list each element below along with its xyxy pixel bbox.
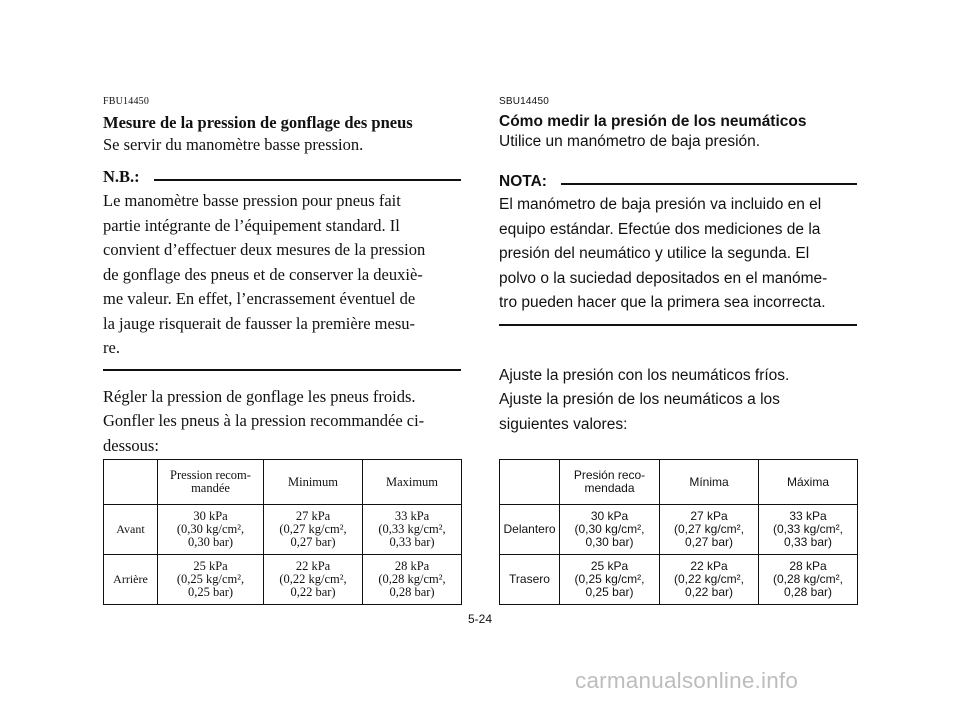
table-row [500, 505, 858, 555]
note-line: presión del neumático y utilice la segunda. El [499, 245, 810, 262]
cell-maximum: 33 kPa (0,33 kg/cm², 0,33 bar) [759, 505, 858, 555]
note-line: tro pueden hacer que la primera sea incorrecta. [499, 294, 826, 311]
section-heading: Cómo medir la presión de los neumáticos [499, 113, 807, 130]
instruction-line: Régler la pression de gonflage les pneus froids. [103, 386, 416, 406]
watermark: carmanualsonline.info [575, 668, 799, 693]
instruction-text [499, 364, 857, 438]
note-line: polvo o la suciedad depositados en el manóme- [499, 269, 828, 287]
header-recommended: Presión reco- mendada [560, 460, 660, 505]
row-label-front: Avant [104, 505, 158, 555]
note-line: de gonflage des pneus et de conserver la deuxiè- [103, 264, 423, 284]
section-intro: Se servir du manomètre basse pression. [103, 135, 364, 154]
note-line: me valeur. En effet, l’encrassement éventuel de [103, 289, 416, 308]
section-code: FBU14450 [103, 96, 150, 107]
note-label: NOTA: [499, 173, 547, 190]
note-line: equipo estándar. Efectúe dos mediciones de la [499, 220, 821, 238]
instruction-line: Ajuste la presión de los neumáticos a los [499, 391, 780, 408]
note-top-rule [561, 183, 857, 185]
table-row [500, 555, 858, 605]
pressure-table-es [499, 459, 858, 605]
note-line: partie intégrante de l’équipement standard. Il [103, 215, 400, 235]
note-line: la jauge risquerait de fausser la première mesu- [103, 313, 415, 333]
row-label-rear: Arrière [104, 555, 158, 605]
table-header-row [104, 460, 462, 505]
cell-minimum: 27 kPa (0,27 kg/cm², 0,27 bar) [660, 505, 759, 555]
cell-recommended: 25 kPa (0,25 kg/cm², 0,25 bar) [158, 555, 264, 605]
instruction-line: Ajuste la presión con los neumáticos fríos. [499, 366, 790, 384]
cell-recommended: 25 kPa (0,25 kg/cm², 0,25 bar) [560, 555, 660, 605]
header-recommended: Pression recom- mandée [158, 460, 264, 505]
note-line: El manómetro de baja presión va incluido en el [499, 196, 822, 213]
instruction-text [103, 385, 461, 459]
instruction-line: dessous: [103, 435, 159, 455]
note-header [499, 173, 857, 191]
cell-minimum: 27 kPa (0,27 kg/cm², 0,27 bar) [264, 505, 363, 555]
note-top-rule [154, 179, 461, 181]
table-row [104, 505, 462, 555]
spanish-column [499, 96, 857, 437]
instruction-line: Gonfler les pneus à la pression recommandée ci- [103, 411, 425, 430]
row-label-front: Delantero [500, 505, 560, 555]
french-column [103, 96, 461, 458]
header-maximum: Maximum [363, 460, 462, 505]
cell-maximum: 28 kPa (0,28 kg/cm², 0,28 bar) [363, 555, 462, 605]
header-maximum: Máxima [759, 460, 858, 505]
note-label: N.B.: [103, 167, 140, 186]
instruction-line: siguientes valores: [499, 415, 628, 433]
table-corner-cell [500, 460, 560, 505]
header-minimum: Mínima [660, 460, 759, 505]
note-line: re. [103, 338, 120, 357]
cell-recommended: 30 kPa (0,30 kg/cm², 0,30 bar) [158, 505, 264, 555]
note-bottom-rule [499, 324, 857, 326]
cell-maximum: 33 kPa (0,33 kg/cm², 0,33 bar) [363, 505, 462, 555]
table-row [104, 555, 462, 605]
note-body [103, 189, 461, 361]
section-code: SBU14450 [499, 96, 549, 107]
note-line: Le manomètre basse pression pour pneus fait [103, 191, 401, 210]
pressure-table-fr [103, 459, 462, 605]
note-bottom-rule [103, 369, 461, 371]
section-heading: Mesure de la pression de gonflage des pneus [103, 113, 413, 132]
cell-minimum: 22 kPa (0,22 kg/cm², 0,22 bar) [660, 555, 759, 605]
table-corner-cell [104, 460, 158, 505]
note-line: convient d’effectuer deux mesures de la pression [103, 240, 426, 259]
page-number: 5-24 [468, 612, 493, 626]
header-minimum: Minimum [264, 460, 363, 505]
cell-maximum: 28 kPa (0,28 kg/cm², 0,28 bar) [759, 555, 858, 605]
section-intro: Utilice un manómetro de baja presión. [499, 133, 761, 150]
row-label-rear: Trasero [500, 555, 560, 605]
note-header [103, 167, 461, 187]
note-body [499, 193, 857, 316]
cell-minimum: 22 kPa (0,22 kg/cm², 0,22 bar) [264, 555, 363, 605]
cell-recommended: 30 kPa (0,30 kg/cm², 0,30 bar) [560, 505, 660, 555]
table-header-row [500, 460, 858, 505]
